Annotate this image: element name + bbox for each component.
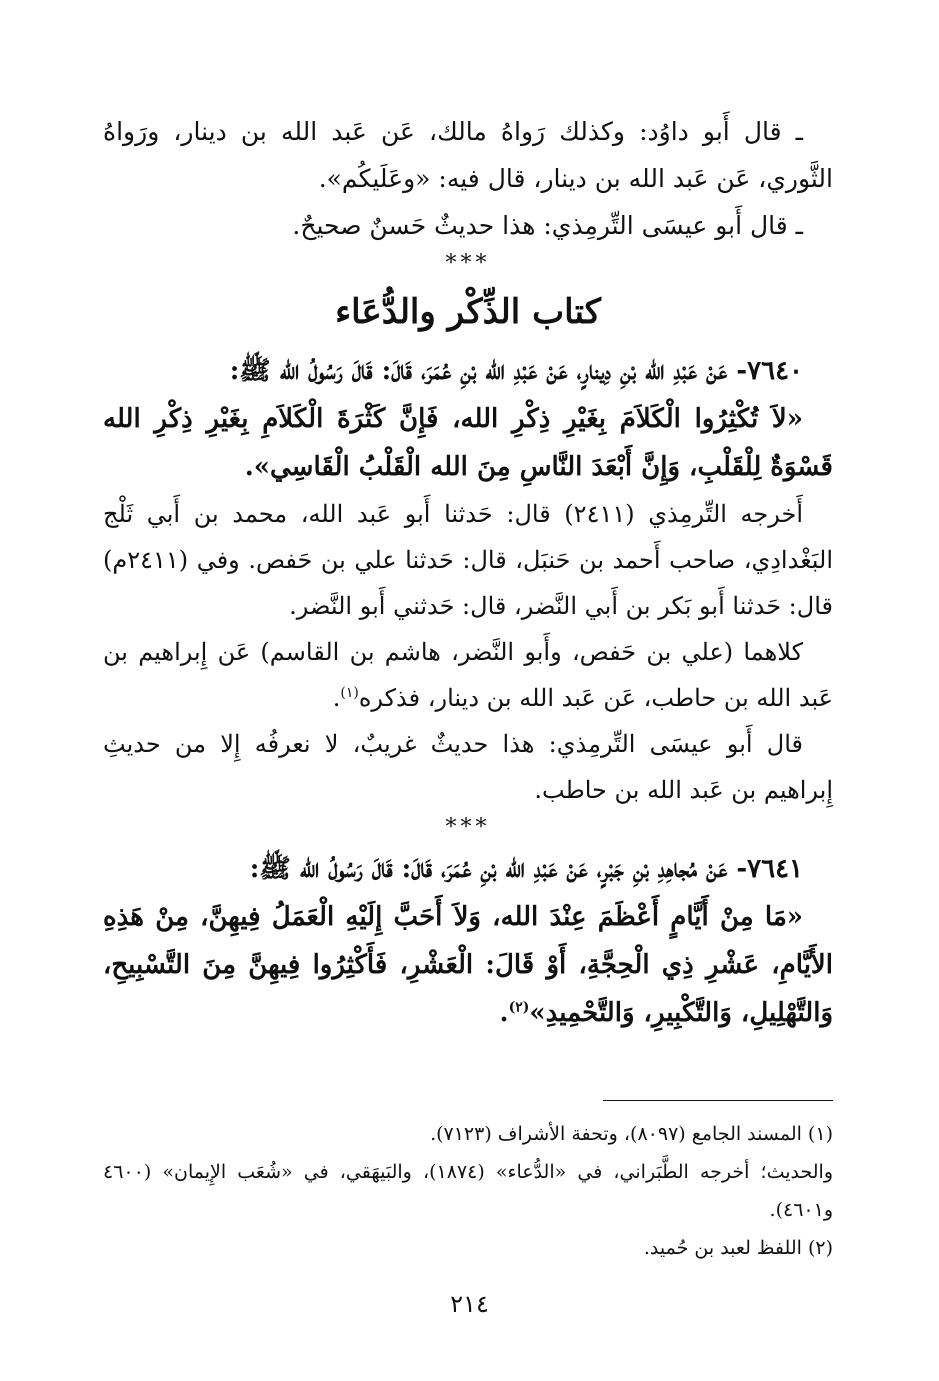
hadith-7640-takhrij-1: أَخرجه التِّرمِذي (٢٤١١) قال: حَدثنا أَبو عَبد الله، محمد بن أَبي ثَلْج البَغْدادِي، صاحب أَحمد بن حَنبَل، قال: حَدثنا علي بن حَفص. وفي (٢٤١١م) قال: حَدثنا أَبو بَكر بن أَبي النَّضر، قال: حَدثني أَبو النَّضر. [103,500,833,620]
takhrij-2-text: كلاهما (علي بن حَفص، وأَبو النَّضر، هاشم بن القاسم) عَن إِبراهيم بن عَبد الله بن حاطب، عَن عَبد الله بن دينار، فذكره [103,638,833,712]
hadith-7640-takhrij-2 [103,629,833,721]
page-number: ٢١٤ [450,1290,489,1318]
section-separator: *** [445,251,491,276]
takhrij-2-end: . [332,684,341,712]
footnotes [103,1100,833,1267]
hadith-7641-matn-text: «مَا مِنْ أَيَّامٍ أَعْظَمَ عِنْدَ الله، وَلاَ أَحَبَّ إِلَيْهِ الْعَمَلُ فِيهِنَّ، مِنْ هَذِهِ الأَيَّامِ، عَشْرِ ذِي الْحِجَّةِ، أَوْ قَالَ: الْعَشْرِ، فَأَكْثِرُوا فِيهِنَّ مِنَ التَّسْبِيحِ، وَالتَّهْلِيلِ، وَالتَّكْبِيرِ، وَالتَّحْمِيدِ» [103,902,833,1028]
footnote-ref-2[interactable]: (٢) [508,999,530,1016]
section-separator: *** [445,815,491,840]
footnote-1: (١) المسند الجامع (٨٠٩٧)، وتحفة الأشراف (٧١٢٣). [430,1123,833,1145]
intro-tirmidhi: ـ قال أَبو عيسَى التِّرمِذي: هذا حديثٌ حَسنٌ صحيحٌ. [292,211,803,240]
hadith-7641-isnad: ٧٦٤١- عَنْ مُجاهِدِ بْنِ جَبْرٍ، عَنْ عَبْدِ الله بْنِ عُمَرَ، قَالَ: قَالَ رَسُولُ الله ﷺ: [249,854,803,884]
matn-end: . [499,998,509,1028]
hadith-7640-matn: «لاَ تُكْثِرُوا الْكَلاَمَ بِغَيْرِ ذِكْرِ الله، فَإِنَّ كَثْرَةَ الْكَلاَمِ بِغَيْرِ ذِكْرِ الله قَسْوَةٌ لِلْقَلْبِ، وَإِنَّ أَبْعَدَ النَّاسِ مِنَ الله الْقَلْبُ الْقَاسِي». [103,404,833,482]
footnote-2: (٢) اللفظ لعبد بن حُميد. [643,1237,833,1259]
hadith-7641-matn [103,893,833,1037]
footnote-1-continued: والحديث؛ أخرجه الطَّبَراني، في «الدُّعاء» (١٨٧٤)، والبَيهَقي، في «شُعَب الإِيمان» (٤٦٠٠ و٤٦٠١). [103,1161,833,1221]
chapter-title: كتاب الذِّكْر والدُّعَاء [335,292,601,332]
footnote-divider [603,1100,833,1101]
hadith-7640-isnad: ٧٦٤٠- عَنْ عَبْدِ الله بْنِ دِينارٍ، عَنْ عَبْدِ الله بْنِ عُمَرَ، قَالَ: قَالَ رَسُولُ الله ﷺ: [229,356,803,386]
footnote-ref-1[interactable]: (١) [340,685,359,701]
page-body [103,108,833,1037]
intro-abu-dawud: ـ قال أَبو داوُد: وكذلك رَواهُ مالك، عَن عَبد الله بن دينار، ورَواهُ الثَّوري، عَن عَبد الله بن دينار، قال فيه: «وعَلَيكُم». [103,117,833,193]
hadith-7640-tirmidhi-comment: قال أَبو عيسَى التِّرمِذي: هذا حديثٌ غريبٌ، لا نعرفُه إِلا من حديثِ إِبراهيم بن عَبد الله بن حاطب. [103,730,833,804]
